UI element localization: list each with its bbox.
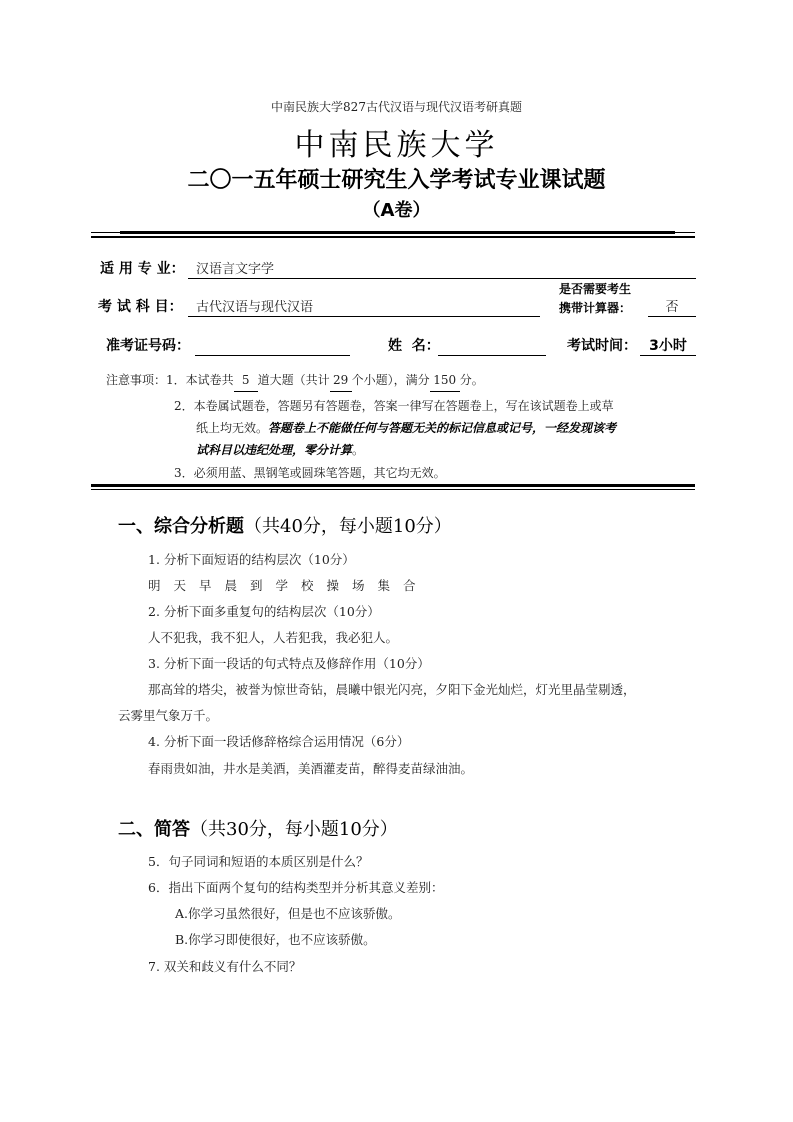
question-6-option-b: B.你学习即使很好，也不应该骄傲。 bbox=[175, 932, 376, 947]
question-4-content: 春雨贵如油，井水是美酒，美酒灌麦苗，醉得麦苗绿油油。 bbox=[148, 761, 474, 776]
question-5-prompt: 5．句子同词和短语的本质区别是什么？ bbox=[148, 854, 369, 869]
major-value: 汉语言文字学 bbox=[196, 262, 275, 277]
section-2-title-note: （共30分，每小题10分） bbox=[190, 819, 398, 840]
subject-label: 考 试 科 目： bbox=[98, 299, 183, 315]
notes-item1-mid2: 个小题），满分 bbox=[351, 373, 430, 387]
question-1-content: 明天早晨到学校操场集合 bbox=[148, 578, 429, 593]
question-6-option-a: A.你学习虽然很好，但是也不应该骄傲。 bbox=[175, 906, 401, 921]
section-2-title-main: 二、简答 bbox=[118, 819, 190, 840]
question-3-content-line1: 那高耸的塔尖，被誉为惊世奇钻，晨曦中银光闪亮，夕阳下金光灿烂，灯光里晶莹剔透， bbox=[148, 682, 636, 697]
notes-item2-line2 bbox=[174, 417, 699, 439]
calculator-value: 否 bbox=[665, 300, 679, 315]
university-name: 中南民族大学 bbox=[294, 128, 499, 163]
notes-item3: 3．必须用蓝、黑钢笔或圆珠笔答题，其它均无效。 bbox=[174, 466, 446, 480]
total-score: 150 bbox=[430, 369, 460, 392]
duration-field bbox=[567, 335, 637, 355]
subject-field bbox=[98, 296, 183, 316]
question-4-prompt: 4. 分析下面一段话修辞格综合运用情况（6分） bbox=[148, 734, 410, 749]
duration-value: 3小时 bbox=[649, 338, 687, 354]
exam-id-field bbox=[106, 335, 190, 355]
subject-value: 古代汉语与现代汉语 bbox=[196, 300, 314, 315]
question-7-prompt: 7. 双关和歧义有什么不同？ bbox=[148, 959, 302, 974]
exam-id-input[interactable] bbox=[195, 335, 350, 356]
question-3-prompt: 3. 分析下面一段话的句式特点及修辞作用（10分） bbox=[148, 656, 430, 671]
major-field bbox=[100, 258, 185, 278]
document-caption: 中南民族大学827古代汉语与现代汉语考研真题 bbox=[271, 100, 522, 114]
notes-item2-normal: 纸上均无效。 bbox=[196, 421, 269, 435]
name-field bbox=[388, 335, 440, 355]
notes-item1-prefix: 1．本试卷共 bbox=[166, 373, 234, 387]
notes-item2-warning: 答题卷上不能做任何与答题无关的标记信息或记号，一经发现该考 bbox=[268, 421, 617, 435]
question-1-prompt: 1. 分析下面短语的结构层次（10分） bbox=[148, 552, 355, 567]
notes-rule-thin bbox=[91, 489, 695, 490]
sections-count: 5 bbox=[234, 369, 258, 392]
notes-label: 注意事项： bbox=[106, 373, 167, 387]
section-2-title bbox=[118, 815, 398, 841]
duration-label: 考试时间： bbox=[567, 338, 637, 354]
header-rule-thin bbox=[91, 236, 695, 238]
calculator-label-line1: 是否需要考生 bbox=[558, 282, 631, 296]
major-value-line bbox=[188, 258, 696, 279]
notes-item1-suffix: 分。 bbox=[459, 373, 484, 387]
exam-title: 二〇一五年硕士研究生入学考试专业课试题 bbox=[187, 168, 606, 193]
calculator-label bbox=[550, 280, 640, 316]
question-3-content-line2: 云雾里气象万千。 bbox=[118, 708, 219, 723]
section-1-title-note: （共40分，每小题10分） bbox=[244, 516, 452, 537]
exam-id-label: 准考证号码： bbox=[106, 338, 190, 354]
notes-rule-thick bbox=[91, 484, 695, 487]
notes-item2 bbox=[174, 395, 699, 461]
header-rule-thick bbox=[120, 231, 675, 234]
major-label: 适 用 专 业： bbox=[100, 261, 185, 277]
question-2-prompt: 2. 分析下面多重复句的结构层次（10分） bbox=[148, 604, 380, 619]
section-1-title bbox=[118, 512, 452, 538]
section-1-title-main: 一、综合分析题 bbox=[118, 516, 244, 537]
paper-type: （A卷） bbox=[362, 200, 431, 221]
questions-count: 29 bbox=[330, 369, 352, 392]
question-2-content: 人不犯我，我不犯人，人若犯我，我必犯人。 bbox=[148, 630, 399, 645]
subject-value-line bbox=[188, 296, 540, 317]
notes-item2-line1: 2．本卷属试题卷，答题另有答题卷，答案一律写在答题卷上，写在该试题卷上或草 bbox=[174, 399, 614, 413]
name-input[interactable] bbox=[438, 335, 546, 356]
notes-item1 bbox=[106, 369, 706, 392]
notes-item2-warning2: 试科目以违纪处理，零分计算 bbox=[196, 443, 353, 457]
notes-item2-end: 。 bbox=[352, 443, 365, 457]
calculator-label-line2: 携带计算器： bbox=[558, 301, 631, 315]
calculator-value-line bbox=[648, 296, 696, 317]
duration-value-line bbox=[640, 335, 696, 356]
notes-item1-mid: 道大题（共计 bbox=[257, 373, 330, 387]
name-label: 姓 名： bbox=[388, 338, 440, 354]
question-6-prompt: 6．指出下面两个复句的结构类型并分析其意义差别： bbox=[148, 880, 444, 895]
notes-item2-line3 bbox=[174, 439, 699, 461]
